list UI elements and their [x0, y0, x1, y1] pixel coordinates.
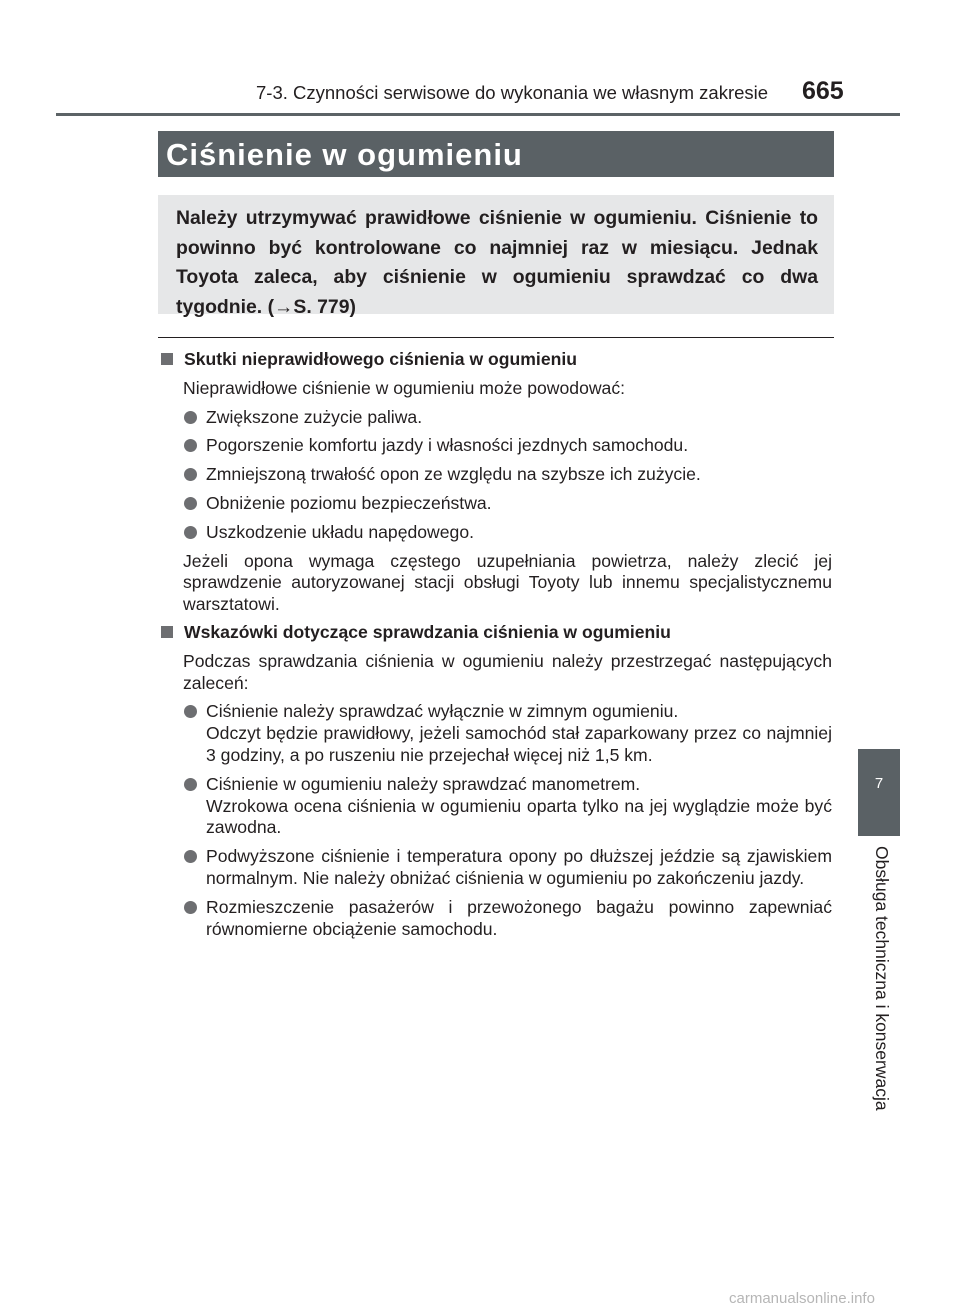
- chapter-label-text: Obsługa techniczna i konserwacja: [872, 846, 892, 1111]
- content: [160, 343, 832, 940]
- section-heading-text: Wskazówki dotyczące sprawdzania ciśnienia w ogumieniu: [184, 621, 671, 642]
- list-item: [160, 493, 832, 515]
- square-bullet-icon: [161, 626, 173, 638]
- header-rule: [56, 113, 900, 116]
- circle-bullet-icon: [184, 778, 197, 791]
- intro-box: [158, 195, 834, 318]
- separator-rule: [158, 337, 834, 338]
- section-heading: [160, 349, 832, 371]
- section-heading-text: Skutki nieprawidłowego ciśnienia w ogumieniu: [184, 349, 577, 369]
- list-item-text: Podwyższone ciśnienie i temperatura opony po dłuższej jeździe są zjawiskiem normalnym. Nie należy obniżać ciśnienia w ogumieniu po zakończeniu jazdy.: [206, 846, 832, 888]
- list-item-text: Pogorszenie komfortu jazdy i własności jezdnych samochodu.: [206, 435, 689, 456]
- header-section-title: 7-3. Czynności serwisowe do wykonania we własnym zakresie: [256, 82, 769, 103]
- circle-bullet-icon: [184, 705, 197, 718]
- circle-bullet-icon: [184, 497, 197, 510]
- list-item: [160, 774, 832, 839]
- title-bar: [158, 131, 834, 177]
- chapter-number: 7: [874, 775, 884, 792]
- list-item: [160, 897, 832, 941]
- list-item: [160, 846, 832, 890]
- list-item-text: Zwiększone zużycie paliwa.: [206, 406, 423, 427]
- list-item-detail: Odczyt będzie prawidłowy, jeżeli samochód stał zaparkowany przez co najmniej 3 godziny, a po ruszeniu nie przejechał więcej niż 1,5 km.: [206, 723, 832, 765]
- circle-bullet-icon: [184, 526, 197, 539]
- list-item: [160, 435, 832, 457]
- list-item-detail: Wzrokowa ocena ciśnienia w ogumieniu oparta tylko na jej wyglądzie może być zawodna.: [206, 795, 832, 838]
- section-heading: [160, 622, 832, 644]
- page-title: Ciśnienie w ogumieniu: [166, 137, 523, 172]
- list-item: [160, 464, 832, 486]
- page-number: 665: [802, 77, 844, 105]
- circle-bullet-icon: [184, 439, 197, 452]
- list-item-text: Zmniejszoną trwałość opon ze względu na szybsze ich zużycie.: [206, 464, 701, 485]
- chapter-label: [866, 846, 892, 1146]
- intro-text: Należy utrzymywać prawidłowe ciśnienie w ogumieniu. Ciśnienie to powinno być kontrolowane co najmniej raz w miesiącu. Jednak Toyota zaleca, aby ciśnienie w ogumieniu sprawdzać co dwa tygodnie. (→S. 779): [176, 207, 818, 318]
- section-lead: Nieprawidłowe ciśnienie w ogumieniu może powodować:: [183, 377, 626, 398]
- list-item: [160, 522, 832, 544]
- list-item-text: Rozmieszczenie pasażerów i przewożonego bagażu powinno zapewniać równomierne obciążenie samochodu.: [206, 896, 832, 939]
- list-item-text: Ciśnienie należy sprawdzać wyłącznie w zimnym ogumieniu.: [206, 701, 679, 722]
- circle-bullet-icon: [184, 468, 197, 481]
- list-item-text: Uszkodzenie układu napędowego.: [206, 521, 475, 542]
- list-item-text: Obniżenie poziomu bezpieczeństwa.: [206, 492, 492, 513]
- circle-bullet-icon: [184, 901, 197, 914]
- list-item: [160, 407, 832, 429]
- circle-bullet-icon: [184, 411, 197, 424]
- section-lead: Podczas sprawdzania ciśnienia w ogumieniu należy przestrzegać następujących zaleceń:: [183, 650, 832, 693]
- watermark: carmanualsonline.info: [729, 1290, 875, 1307]
- section-note: Jeżeli opona wymaga częstego uzupełniania powietrza, należy zlecić jej sprawdzenie autoryzowanej stacji obsługi Toyoty lub innemu specjalistycznemu warsztatowi.: [183, 550, 832, 615]
- list-item: [160, 701, 832, 766]
- circle-bullet-icon: [184, 850, 197, 863]
- chapter-tab: [858, 749, 900, 836]
- square-bullet-icon: [161, 353, 173, 365]
- list-item-text: Ciśnienie w ogumieniu należy sprawdzać manometrem.: [206, 773, 641, 794]
